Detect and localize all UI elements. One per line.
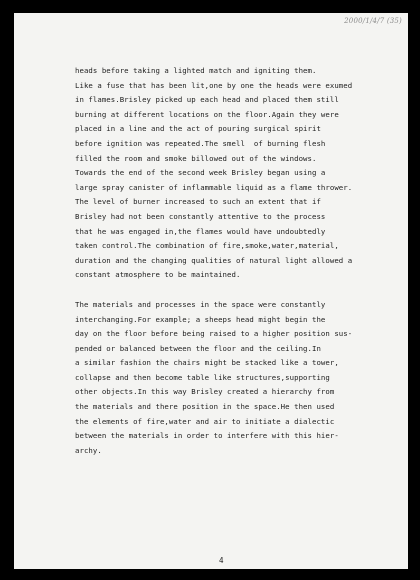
body-text [75,64,375,458]
text-line: duration and the changing qualities of natural light allowed a [75,255,353,265]
text-line: that he was engaged in,the flames would have undoubtedly [75,226,326,236]
text-line: filled the room and smoke billowed out of the windows. [75,153,317,163]
text-line: collapse and then become table like structures,supporting [75,372,330,382]
text-line: archy. [75,445,102,455]
text-line: The level of burner increased to such an extent that if [75,197,321,207]
text-line: the materials and there position in the space.He then used [75,402,335,412]
text-line: heads before taking a lighted match and igniting them. [75,66,317,75]
text-line: a similar fashion the chairs might be stacked like a tower, [75,358,339,368]
text-line: day on the floor before being raised to a higher position sus- [75,329,353,339]
archive-annotation: 2000/1/4/7 (35) [344,17,402,25]
text-line: Like a fuse that has been lit,one by one the heads were exumed [75,80,353,90]
text-line: Brisley had not been constantly attentive to the process [75,211,326,221]
text-line: the elements of fire,water and air to initiate a dialectic [75,416,335,426]
text-line: before ignition was repeated.The smell of burning flesh [75,138,326,148]
text-line: The materials and processes in the space were constantly [75,299,326,309]
text-line: between the materials in order to interfere with this hier- [75,431,339,441]
text-line: taken control.The combination of fire,smoke,water,material, [75,241,339,251]
text-line: large spray canister of inflammable liquid as a flame thrower. [75,182,353,192]
text-line: placed in a line and the act of pouring surgical spirit [75,124,321,134]
paragraph-spacer [75,283,375,298]
text-line: burning at different locations on the floor.Again they were [75,109,339,119]
text-line: constant atmosphere to be maintained. [75,270,241,280]
text-line: interchanging.For example; a sheeps head might begin the [75,314,326,324]
text-line: Towards the end of the second week Brisley began using a [75,168,326,178]
text-line: other objects.In this way Brisley created a hierarchy from [75,387,335,397]
text-line: pended or balanced between the floor and the ceiling.In [75,343,321,353]
text-line: in flames.Brisley picked up each head and placed them still [75,95,339,105]
page-number: 4 [219,556,224,565]
paragraph-2 [75,298,375,459]
paragraph-1 [75,64,375,283]
document-page [14,13,408,569]
